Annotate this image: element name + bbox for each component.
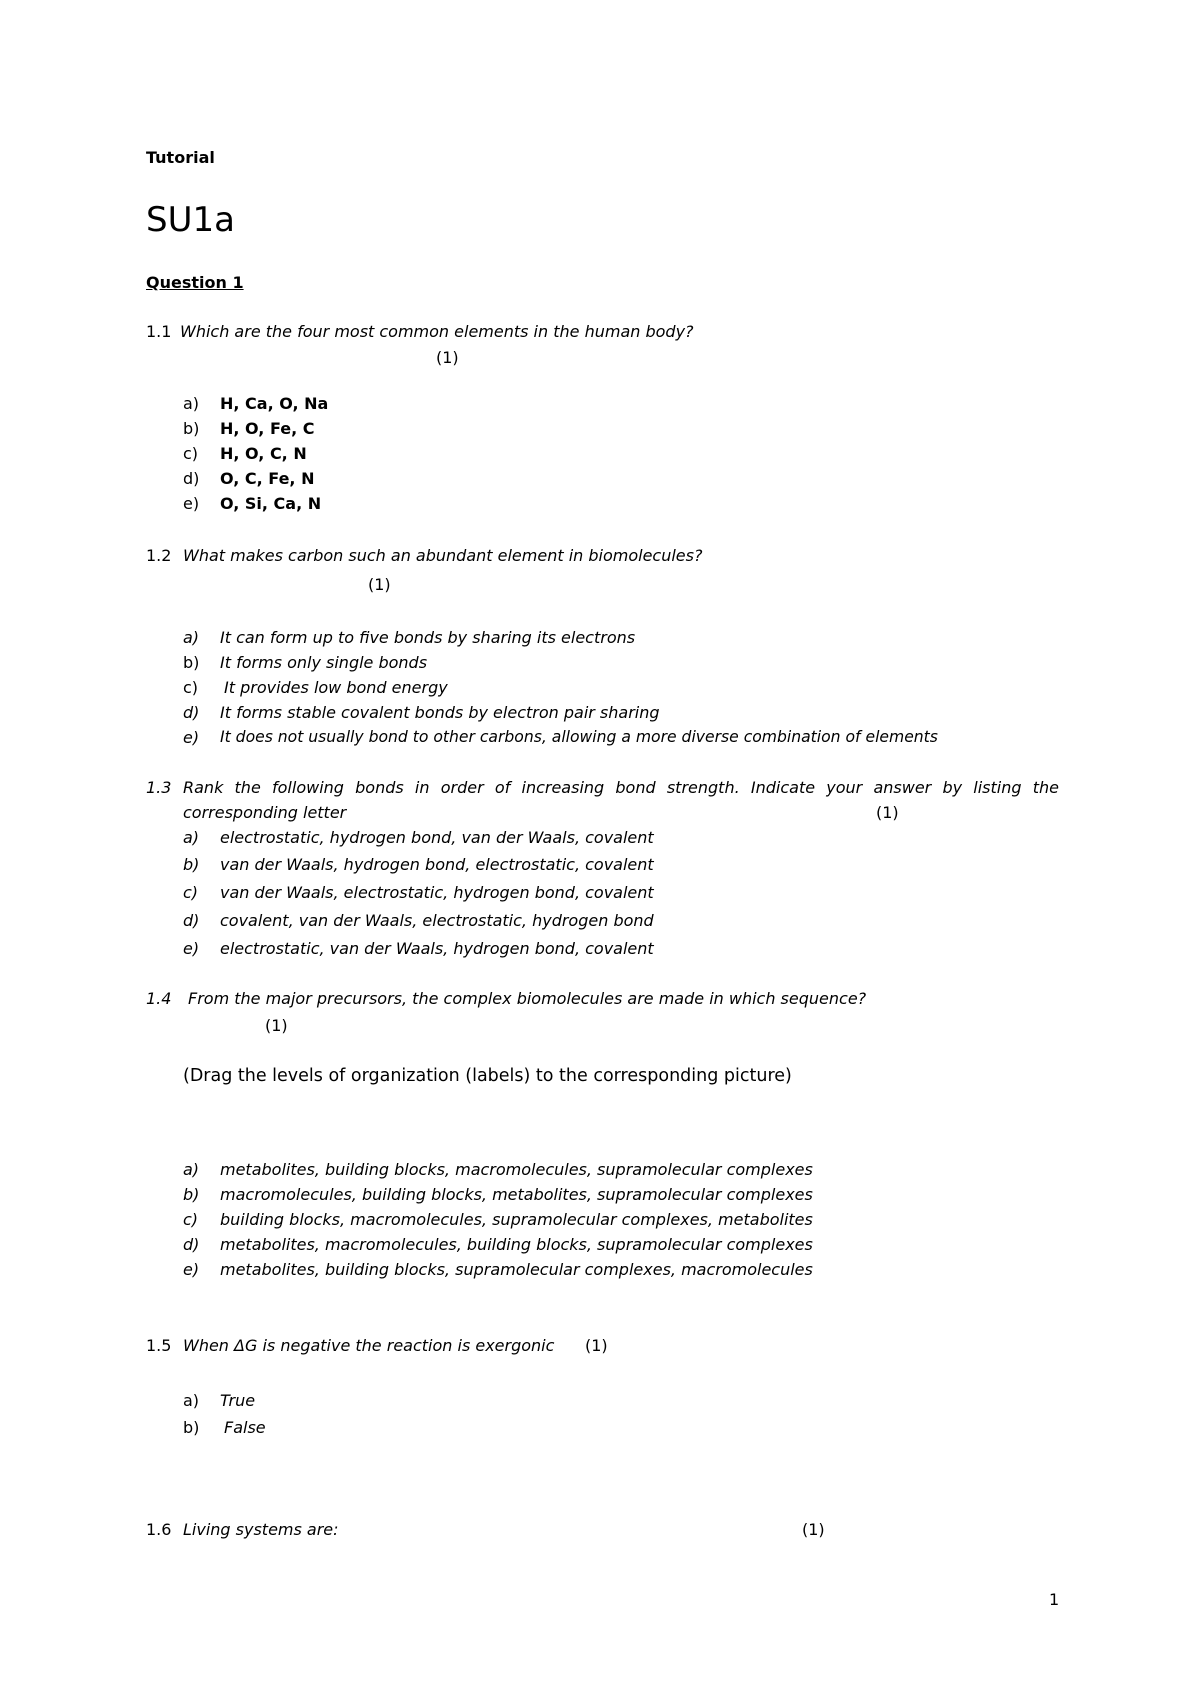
option-text[interactable]: H, Ca, O, Na <box>220 394 329 413</box>
page-number: 1 <box>1049 1590 1060 1609</box>
option-text[interactable]: van der Waals, hydrogen bond, electrostatic, covalent <box>220 855 654 874</box>
option-label: e) <box>183 728 200 747</box>
question-text: Which are the four most common elements in the human body? <box>180 322 694 341</box>
option-text[interactable]: O, C, Fe, N <box>220 469 315 488</box>
question-marks: (1) <box>802 1520 825 1539</box>
option-text[interactable]: metabolites, building blocks, macromolecules, supramolecular complexes <box>220 1160 813 1179</box>
question-number: 1.4 <box>146 989 172 1008</box>
option-text[interactable]: H, O, C, N <box>220 444 307 463</box>
option-text[interactable]: It forms only single bonds <box>220 653 428 672</box>
option-text[interactable]: False <box>224 1418 266 1437</box>
question-text-line-2: corresponding letter <box>183 803 347 822</box>
option-text[interactable]: It does not usually bond to other carbons, allowing a more diverse combination of elements <box>220 728 938 746</box>
option-text[interactable]: metabolites, building blocks, supramolecular complexes, macromolecules <box>220 1260 813 1279</box>
option-text[interactable]: electrostatic, van der Waals, hydrogen bond, covalent <box>220 939 654 958</box>
option-label: d) <box>183 469 200 488</box>
question-marks: (1) <box>876 803 899 822</box>
question-text-line-1: Rank the following bonds in order of increasing bond strength. Indicate your answer by listing the <box>183 778 1059 797</box>
question-marks: (1) <box>585 1336 608 1355</box>
option-text[interactable]: covalent, van der Waals, electrostatic, hydrogen bond <box>220 911 654 930</box>
question-marks: (1) <box>436 348 459 367</box>
question-heading: Question 1 <box>146 273 244 292</box>
question-text: From the major precursors, the complex biomolecules are made in which sequence? <box>188 989 867 1008</box>
option-label: a) <box>183 1391 200 1410</box>
option-label: b) <box>183 1185 200 1204</box>
option-label: a) <box>183 394 200 413</box>
option-label: d) <box>183 911 200 930</box>
option-text[interactable]: True <box>220 1391 256 1410</box>
option-text[interactable]: metabolites, macromolecules, building blocks, supramolecular complexes <box>220 1235 813 1254</box>
option-label: b) <box>183 653 200 672</box>
option-text[interactable]: building blocks, macromolecules, supramolecular complexes, metabolites <box>220 1210 813 1229</box>
question-marks: (1) <box>265 1016 288 1035</box>
option-label: d) <box>183 1235 200 1254</box>
option-label: c) <box>183 678 199 697</box>
option-label: e) <box>183 939 200 958</box>
question-text: When ΔG is negative the reaction is exergonic <box>183 1336 555 1355</box>
tutorial-label: Tutorial <box>146 148 215 167</box>
option-label: e) <box>183 494 200 513</box>
option-text[interactable]: macromolecules, building blocks, metabolites, supramolecular complexes <box>220 1185 813 1204</box>
option-label: a) <box>183 628 200 647</box>
option-text[interactable]: electrostatic, hydrogen bond, van der Waals, covalent <box>220 828 654 847</box>
question-number: 1.1 <box>146 322 172 341</box>
option-label: b) <box>183 419 200 438</box>
option-label: a) <box>183 828 200 847</box>
option-text[interactable]: It forms stable covalent bonds by electron pair sharing <box>220 703 660 722</box>
option-label: e) <box>183 1260 200 1279</box>
question-number: 1.2 <box>146 546 172 565</box>
question-instruction: (Drag the levels of organization (labels) to the corresponding picture) <box>183 1066 792 1086</box>
question-number: 1.3 <box>146 778 172 797</box>
question-number: 1.6 <box>146 1520 172 1539</box>
question-text: What makes carbon such an abundant element in biomolecules? <box>183 546 703 565</box>
option-label: b) <box>183 1418 200 1437</box>
option-text[interactable]: It can form up to five bonds by sharing its electrons <box>220 628 636 647</box>
option-label: c) <box>183 1210 199 1229</box>
question-number: 1.5 <box>146 1336 172 1355</box>
question-text: Living systems are: <box>183 1520 339 1539</box>
option-label: a) <box>183 1160 200 1179</box>
question-marks: (1) <box>368 575 391 594</box>
option-text[interactable]: O, Si, Ca, N <box>220 494 322 513</box>
option-text[interactable]: It provides low bond energy <box>224 678 448 697</box>
option-label: c) <box>183 883 199 902</box>
option-label: d) <box>183 703 200 722</box>
option-text[interactable]: H, O, Fe, C <box>220 419 315 438</box>
option-label: b) <box>183 855 200 874</box>
option-label: c) <box>183 444 199 463</box>
unit-code-title: SU1a <box>146 200 235 240</box>
option-text[interactable]: van der Waals, electrostatic, hydrogen bond, covalent <box>220 883 654 902</box>
